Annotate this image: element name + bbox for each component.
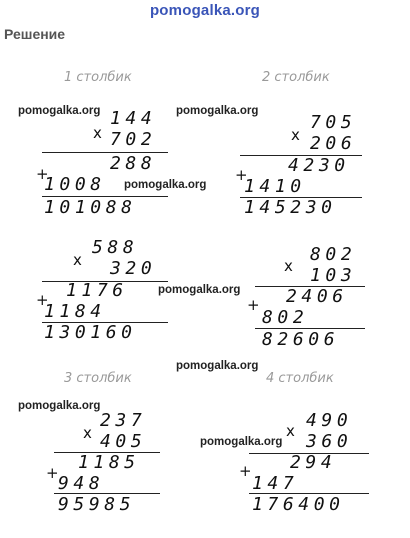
plus-sign: + xyxy=(239,462,252,480)
multiplier: 405 xyxy=(100,431,147,452)
multiplicand: 802 xyxy=(310,244,357,265)
partial-product-2: 1008 xyxy=(44,174,106,195)
times-sign: x xyxy=(73,251,82,269)
page-heading: Решение xyxy=(4,26,66,42)
column-label-4: 4 столбик xyxy=(266,371,334,386)
plus-sign: + xyxy=(36,291,49,309)
result: 176400 xyxy=(252,494,345,515)
partial-product-1: 288 xyxy=(110,153,157,174)
partial-product-1: 1185 xyxy=(78,452,140,473)
times-sign: x xyxy=(93,124,102,142)
partial-product-2: 147 xyxy=(252,473,299,494)
watermark: pomogalka.org xyxy=(18,400,101,412)
multiplier: 103 xyxy=(310,265,357,286)
partial-product-1: 294 xyxy=(290,452,337,473)
partial-product-2: 1410 xyxy=(244,176,306,197)
result: 145230 xyxy=(244,197,337,218)
multiplicand: 490 xyxy=(306,410,353,431)
multiplier: 320 xyxy=(110,258,157,279)
result: 101088 xyxy=(44,197,137,218)
multiplicand: 705 xyxy=(310,112,357,133)
watermark: pomogalka.org xyxy=(200,436,283,448)
partial-product-1: 2406 xyxy=(286,286,348,307)
multiplicand: 237 xyxy=(100,410,147,431)
plus-sign: + xyxy=(247,296,260,314)
watermark: pomogalka.org xyxy=(18,105,101,117)
partial-product-1: 1176 xyxy=(66,280,128,301)
times-sign: x xyxy=(286,422,295,440)
result: 130160 xyxy=(44,322,137,343)
times-sign: x xyxy=(284,257,293,275)
watermark: pomogalka.org xyxy=(124,179,207,191)
watermark: pomogalka.org xyxy=(158,284,241,296)
plus-sign: + xyxy=(46,464,59,482)
result: 95985 xyxy=(58,494,136,515)
multiplier: 360 xyxy=(306,431,353,452)
result: 82606 xyxy=(262,329,340,350)
multiplicand: 144 xyxy=(110,108,157,129)
column-label-1: 1 столбик xyxy=(64,70,132,85)
column-label-2: 2 столбик xyxy=(262,70,330,85)
times-sign: x xyxy=(291,126,300,144)
multiplier: 206 xyxy=(310,133,357,154)
watermark: pomogalka.org xyxy=(176,360,259,372)
plus-sign: + xyxy=(36,165,49,183)
multiplicand: 588 xyxy=(92,237,139,258)
partial-product-2: 802 xyxy=(262,307,309,328)
partial-product-2: 1184 xyxy=(44,301,106,322)
watermark: pomogalka.org xyxy=(176,105,259,117)
column-label-3: 3 столбик xyxy=(64,371,132,386)
site-title[interactable]: pomogalka.org xyxy=(149,2,261,19)
partial-product-2: 948 xyxy=(58,473,105,494)
plus-sign: + xyxy=(235,166,248,184)
times-sign: x xyxy=(83,424,92,442)
partial-product-1: 4230 xyxy=(288,155,350,176)
multiplier: 702 xyxy=(110,129,157,150)
